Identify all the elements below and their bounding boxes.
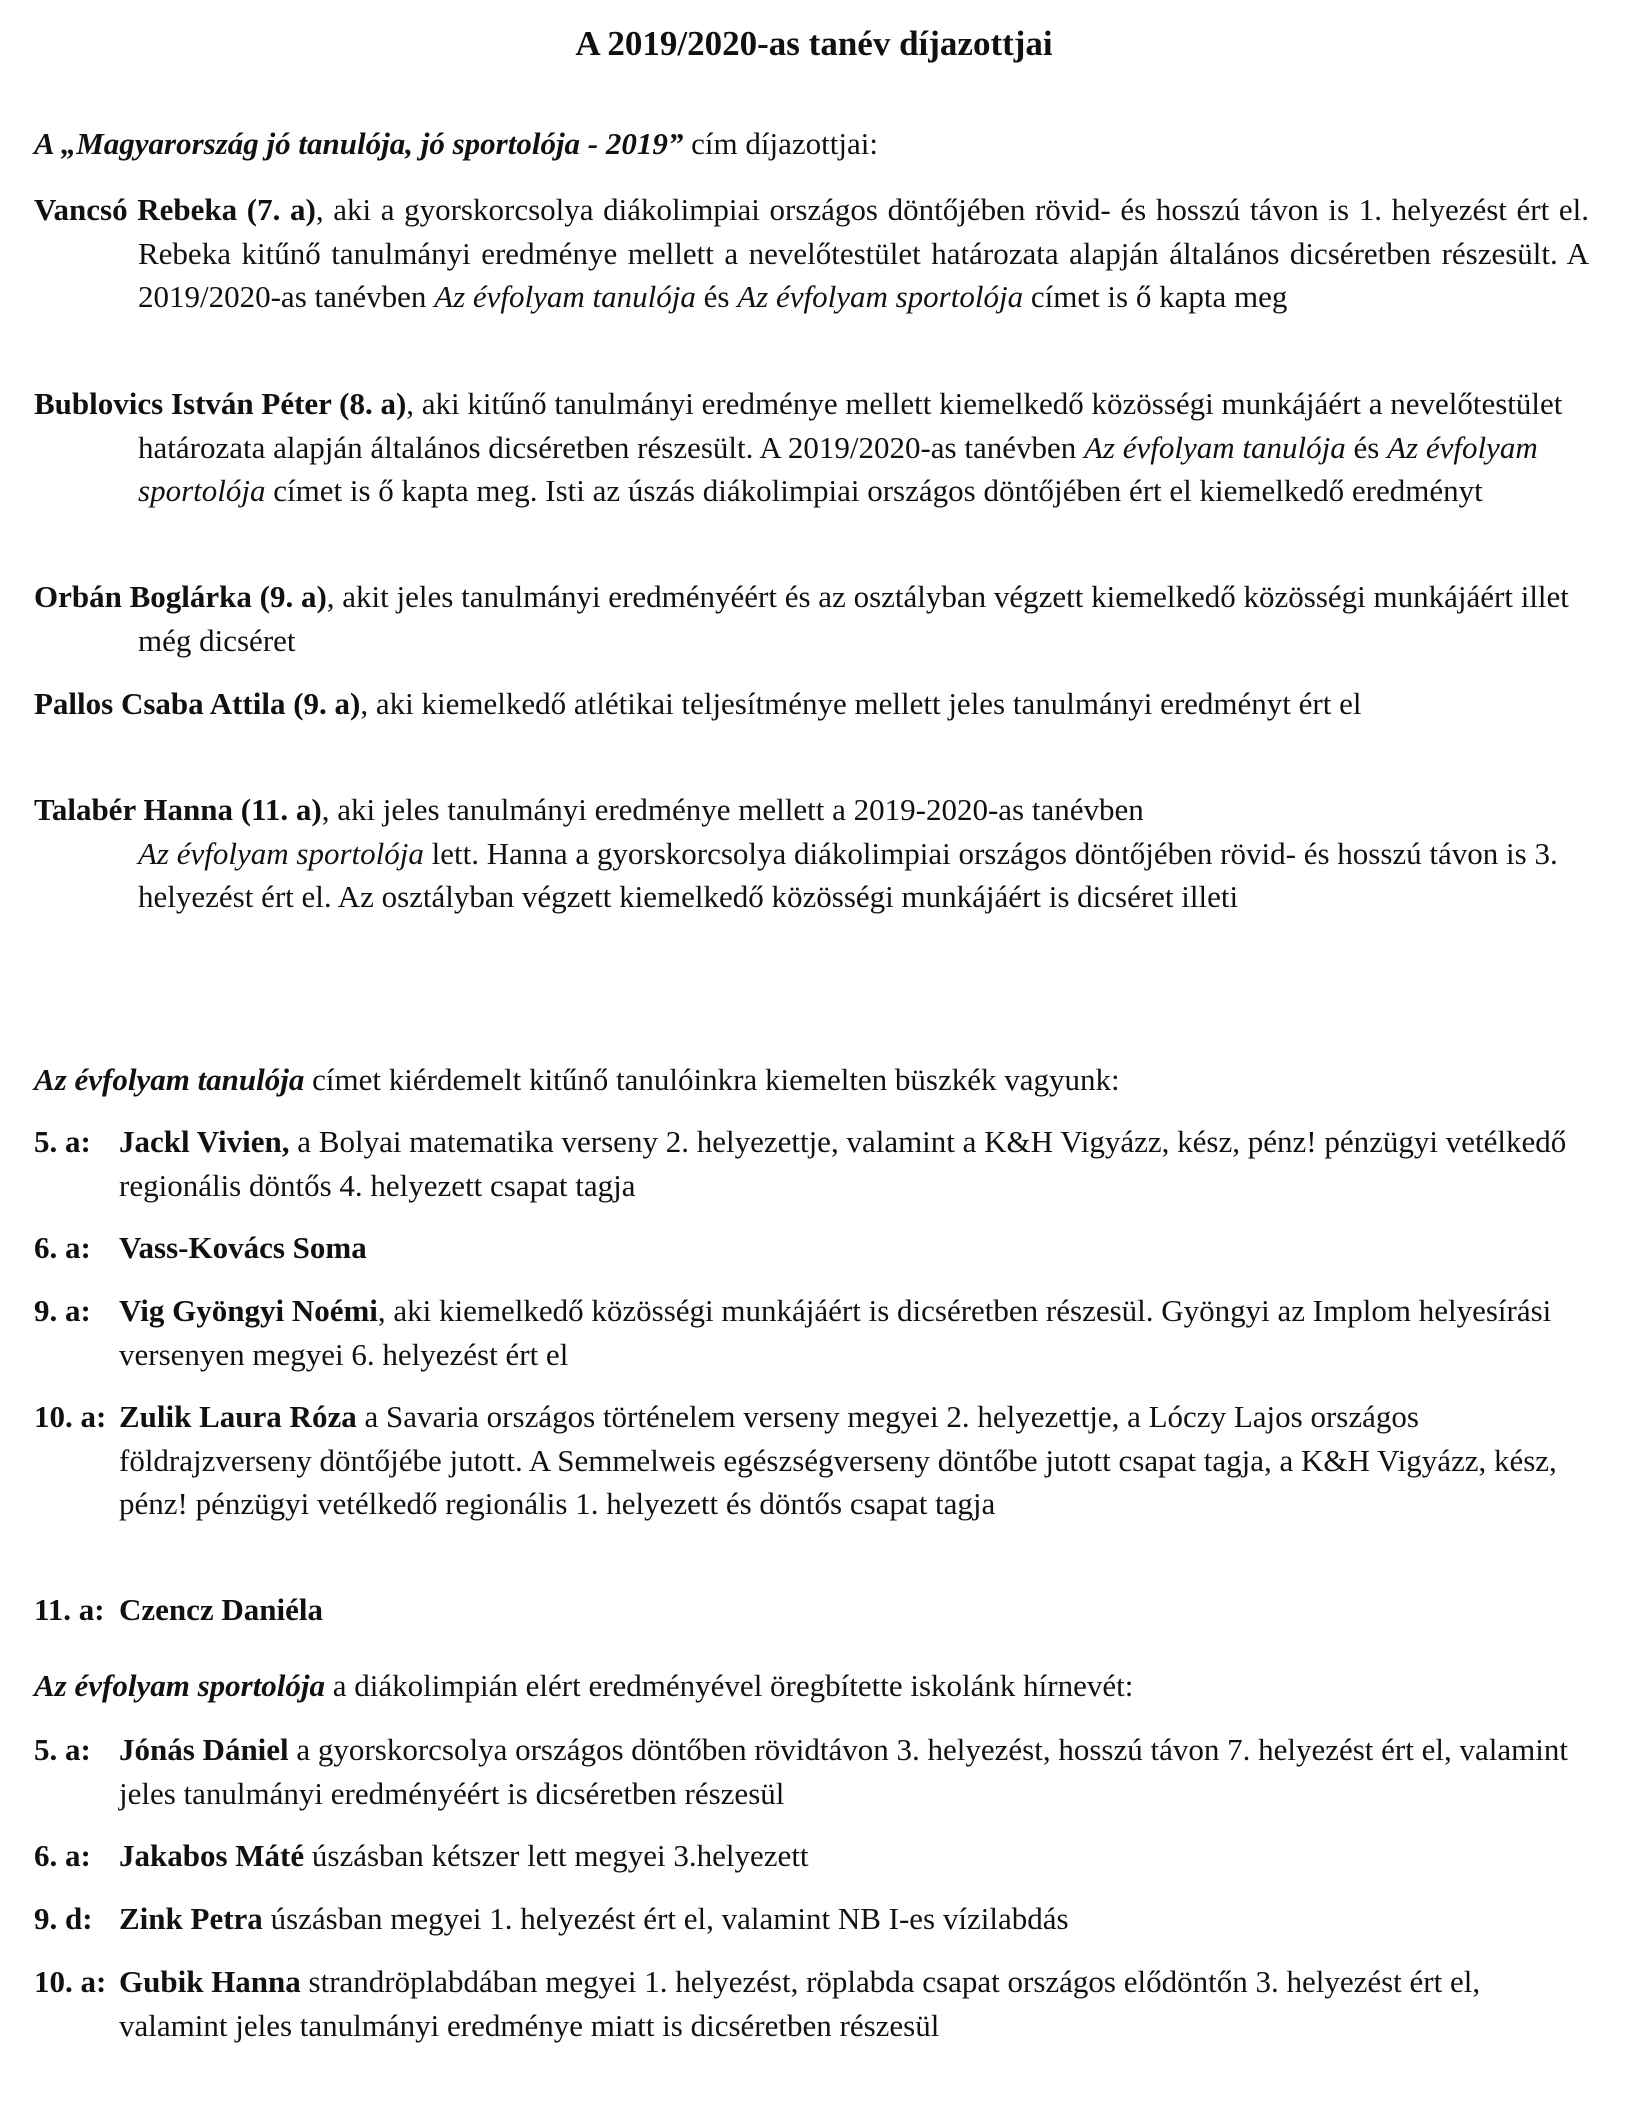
award-text: címet is ő kapta meg. Isti az úszás diákolimpiai országos döntőjében ért el kiemelkedő eredményt bbox=[265, 473, 1483, 508]
award-title-italic: Az évfolyam sportolója bbox=[138, 835, 424, 871]
list-item-text bbox=[119, 1728, 1589, 1815]
award-entry bbox=[34, 382, 1589, 513]
award-entry bbox=[34, 575, 1589, 662]
award-text: és bbox=[695, 279, 738, 314]
student-name: Jónás Dániel bbox=[119, 1732, 289, 1767]
award-entry-text bbox=[34, 188, 1589, 319]
student-description: a gyorskorcsolya országos döntőben rövidtávon 3. helyezést, hosszú távon 7. helyezést ért el, valamint jeles tanulmányi eredményéért is dicséretben részesül bbox=[119, 1732, 1568, 1811]
student-description: strandröplabdában megyei 1. helyezést, röplabda csapat országos elődöntőn 3. helyezést ért el, valamint jeles tanulmányi eredménye miatt is dicséretben részesül bbox=[119, 1964, 1481, 2043]
student-description: úszásban megyei 1. helyezést ért el, valamint NB I-es vízilabdás bbox=[262, 1901, 1069, 1936]
award-text: , akit jeles tanulmányi eredményéért és az osztályban végzett kiemelkedő közösségi munkájáért illet még dicséret bbox=[138, 579, 1569, 658]
class-label: 5. a: bbox=[34, 1124, 91, 1159]
list-item-text bbox=[119, 1960, 1589, 2047]
list-item-text bbox=[119, 1289, 1589, 1376]
class-label: 11. a: bbox=[34, 1592, 105, 1627]
student-name: Czencz Daniéla bbox=[119, 1592, 324, 1627]
list-item-text bbox=[119, 1226, 1589, 1270]
student-name: Jackl Vivien, bbox=[119, 1124, 290, 1159]
award-text: címet is ő kapta meg bbox=[1023, 279, 1288, 314]
award-title-italic: Az évfolyam tanulója bbox=[434, 279, 696, 314]
list-item-text bbox=[119, 1395, 1589, 1526]
award-entry bbox=[34, 788, 1589, 919]
list-item bbox=[34, 1588, 1589, 1632]
award-name: Bublovics István Péter (8. a) bbox=[34, 386, 407, 421]
award-text: , aki kitűnő tanulmányi eredménye mellett kiemelkedő közösségi munkájáért a nevelőtestület határozata alapján általános dicséretben részesült. A 2019/2020-as tanévben bbox=[138, 386, 1563, 465]
list-item bbox=[34, 1395, 1589, 1526]
student-name: Vig Gyöngyi Noémi bbox=[119, 1293, 378, 1328]
list-item bbox=[34, 1834, 1589, 1878]
student-name: Zink Petra bbox=[119, 1901, 263, 1936]
award-entry-text bbox=[34, 788, 1589, 919]
award-name: Talabér Hanna (11. a) bbox=[34, 792, 322, 827]
page-title: A 2019/2020-as tanév díjazottjai bbox=[575, 24, 1053, 63]
list-item bbox=[34, 1289, 1589, 1376]
list-item bbox=[34, 1897, 1589, 1941]
award-entry-text bbox=[34, 575, 1589, 662]
list-item bbox=[34, 1960, 1589, 2047]
student-name: Zulik Laura Róza bbox=[119, 1399, 357, 1434]
student-name: Gubik Hanna bbox=[119, 1964, 301, 1999]
award-entry bbox=[34, 188, 1589, 319]
section2-heading bbox=[34, 1062, 1120, 1098]
section1-heading bbox=[34, 126, 878, 162]
award-text: , aki a gyorskorcsolya diákolimpiai országos döntőjében rövid- és hosszú távon is 1. helyezést ért el. Rebeka kitűnő tanulmányi eredménye mellett a nevelőtestület határozata alapján általános dicséretben részesült. A 2019/2020-as tanévben bbox=[138, 192, 1590, 314]
section3-heading-rest: a diákolimpián elért eredményével öregbítette iskolánk hírnevét: bbox=[325, 1668, 1134, 1703]
student-description: a Savaria országos történelem verseny megyei 2. helyezettje, a Lóczy Lajos országos földrajzverseny döntőjébe jutott. A Semmelweis egészségverseny döntőbe jutott csapat tagja, a K&H Vigyázz, kész, pénz! pénzügyi vetélkedő regionális 1. helyezett és döntős csapat tagja bbox=[119, 1399, 1557, 1521]
student-description: a Bolyai matematika verseny 2. helyezettje, valamint a K&H Vigyázz, kész, pénz! pénzügyi vetélkedő regionális döntős 4. helyezett csapat tagja bbox=[119, 1124, 1567, 1203]
list-item bbox=[34, 1120, 1589, 1207]
section1-heading-rest: cím díjazottjai: bbox=[683, 126, 878, 161]
award-entry bbox=[34, 682, 1589, 726]
student-name: Vass-Kovács Soma bbox=[119, 1230, 367, 1265]
section2-heading-emph: Az évfolyam tanulója bbox=[34, 1062, 305, 1097]
section2-heading-rest: címet kiérdemelt kitűnő tanulóinkra kiemelten büszkék vagyunk: bbox=[304, 1062, 1120, 1097]
class-label: 6. a: bbox=[34, 1838, 91, 1873]
award-text: lett. Hanna a gyorskorcsolya diákolimpiai országos döntőjében rövid- és hosszú távon is 3. helyezést ért el. Az osztályban végzett kiemelkedő közösségi munkájáért is dicséret illeti bbox=[138, 835, 1558, 914]
list-item-text bbox=[119, 1588, 1589, 1632]
class-label: 9. a: bbox=[34, 1293, 91, 1328]
class-label: 5. a: bbox=[34, 1732, 91, 1767]
award-entry-text bbox=[34, 382, 1589, 513]
award-name: Orbán Boglárka (9. a) bbox=[34, 579, 327, 614]
section1-heading-emph: A „Magyarország jó tanulója, jó sportolója - 2019” bbox=[34, 126, 684, 161]
student-name: Jakabos Máté bbox=[119, 1838, 305, 1873]
section3-heading bbox=[34, 1668, 1133, 1704]
class-label: 9. d: bbox=[34, 1901, 93, 1936]
list-item bbox=[34, 1226, 1589, 1270]
list-item-text bbox=[119, 1897, 1589, 1941]
class-label: 10. a: bbox=[34, 1964, 107, 1999]
award-text: , aki jeles tanulmányi eredménye mellett a 2019-2020-as tanévben bbox=[321, 792, 1144, 827]
list-item-text bbox=[119, 1120, 1589, 1207]
class-label: 10. a: bbox=[34, 1399, 107, 1434]
list-item-text bbox=[119, 1834, 1589, 1878]
award-text: és bbox=[1345, 429, 1388, 465]
class-label: 6. a: bbox=[34, 1230, 91, 1265]
student-description: úszásban kétszer lett megyei 3.helyezett bbox=[304, 1838, 809, 1873]
student-description: , aki kiemelkedő közösségi munkájáért is dicséretben részesül. Gyöngyi az Implom helyesírási versenyen megyei 6. helyezést ért el bbox=[119, 1293, 1552, 1372]
award-name: Vancsó Rebeka (7. a) bbox=[34, 192, 316, 227]
section3-heading-emph: Az évfolyam sportolója bbox=[34, 1668, 326, 1703]
award-title-italic: Az évfolyam sportolója bbox=[737, 279, 1024, 314]
award-title-italic: Az évfolyam tanulója bbox=[1084, 429, 1346, 465]
award-text: , aki kiemelkedő atlétikai teljesítménye mellett jeles tanulmányi eredményt ért el bbox=[360, 686, 1362, 721]
award-entry-text bbox=[34, 682, 1589, 726]
award-title-italic: Az évfolyam sportolója bbox=[138, 429, 1538, 508]
list-item bbox=[34, 1728, 1589, 1815]
award-name: Pallos Csaba Attila (9. a) bbox=[34, 686, 361, 721]
